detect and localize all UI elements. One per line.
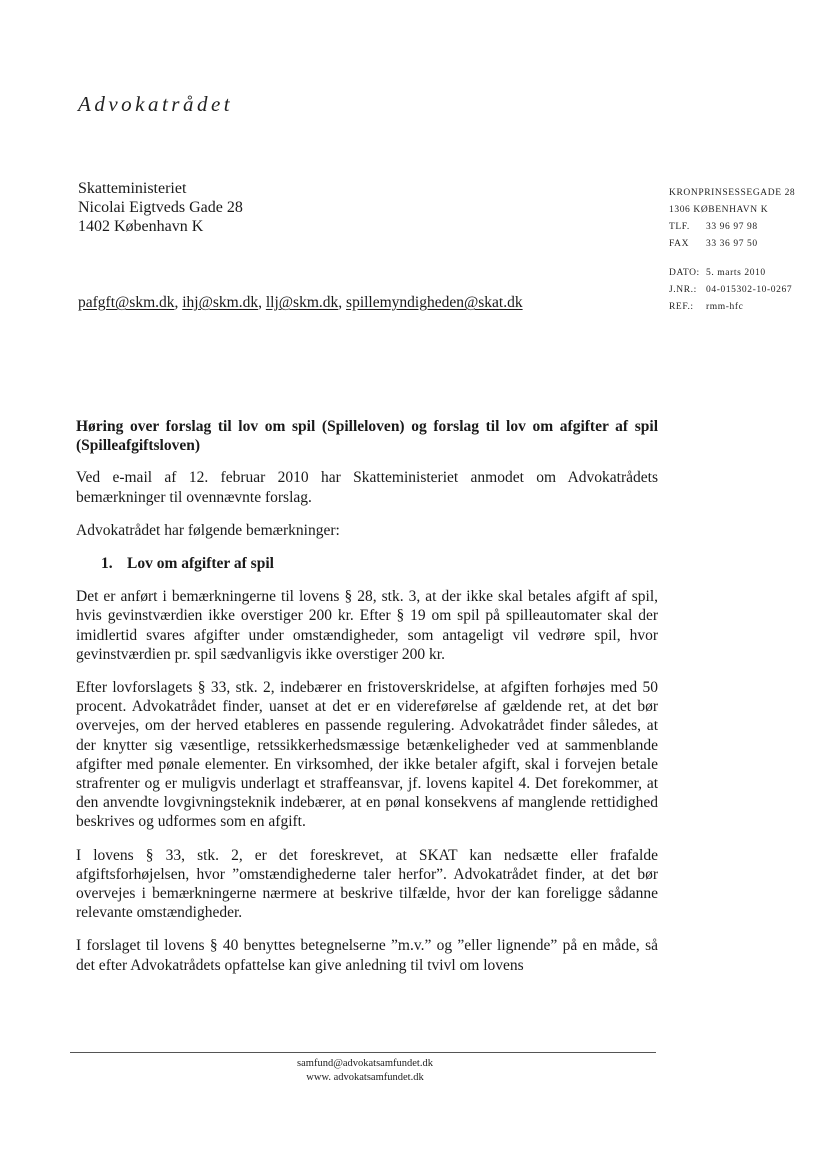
jnr-label: J.NR.: <box>669 285 697 295</box>
section-title: Lov om afgifter af spil <box>127 555 274 573</box>
letterhead-logo: Advokatrådet <box>78 92 234 116</box>
letter-subject: Høring over forslag til lov om spil (Spilleloven) og forslag til lov om afgifter af spil (Spilleafgiftsloven) <box>76 418 658 455</box>
letter-body <box>76 417 658 989</box>
body-paragraph: I forslaget til lovens § 40 benyttes betegnelserne ”m.v.” og ”eller lignende” på en måde, så det efter Advokatrådets opfattelse kan give anledning til tvivl om lovens <box>76 937 658 974</box>
jnr-value: 04-015302-10-0267 <box>706 285 793 295</box>
intro-paragraph: Ved e-mail af 12. februar 2010 har Skatteministeriet anmodet om Advokatrådets bemærkninger til ovennævnte forslag. <box>76 469 658 506</box>
footer-web: www. advokatsamfundet.dk <box>306 1072 424 1083</box>
tel-label: TLF. <box>669 222 690 232</box>
footer-divider <box>70 1052 656 1053</box>
email-link[interactable]: spillemyndigheden@skat.dk <box>346 294 523 311</box>
tel-value: 33 96 97 98 <box>706 222 758 232</box>
recipient-street: Nicolai Eigtveds Gade 28 <box>78 199 243 216</box>
body-paragraph: Det er anført i bemærkningerne til lovens § 28, stk. 3, at der ikke skal betales afgift af spil, hvis gevinstværdien ikke overstiger 200 kr. Efter § 19 om spil på spilleautomater skal der imidlertid svares afgifter under omstændigheder, som antageligt vil vedrøre spil, hvor gevinstværdien pr. spil sædvanligvis ikke overstiger 200 kr. <box>76 588 658 663</box>
date-value: 5. marts 2010 <box>706 268 766 278</box>
body-paragraph: Efter lovforslagets § 33, stk. 2, indebærer en fristoverskridelse, at afgiften forhøjes med 50 procent. Advokatrådet finder, uanset at det er en videreførelse af gældende ret, at det bør overvejes, om der herved etableres en passende regulering. Advokatrådet finder således, at der knytter sig væsentlige, retssikkerhedsmæssige betænkeligheder ved at sammenblande afgifter med pønale elementer. En virksomhed, der ikke betaler afgift, skal i forvejen betale strafrenter og er muligvis underlagt et straffeansvar, jf. lovens kapitel 4. Det forekommer, at den anvendte lovgivningsteknik indebærer, at en pønal konsekvens af manglende rettidighed beskrives og udformes som en afgift. <box>76 679 658 831</box>
recipient-name: Skatteministeriet <box>78 180 187 197</box>
sender-fax <box>669 236 795 253</box>
email-link[interactable]: llj@skm.dk <box>265 294 339 311</box>
recipient-address <box>78 179 243 236</box>
email-link[interactable]: pafgft@skm.dk <box>78 294 175 311</box>
reference <box>669 299 795 316</box>
footer <box>0 1057 730 1085</box>
fax-label: FAX <box>669 239 690 249</box>
journal-number <box>669 282 795 299</box>
fax-value: 33 36 97 50 <box>706 239 758 249</box>
email-link[interactable]: ihj@skm.dk <box>182 294 259 311</box>
sender-street: KRONPRINSESSEGADE 28 <box>669 188 796 198</box>
sender-info <box>669 185 795 316</box>
letter-date <box>669 265 795 282</box>
date-label: DATO: <box>669 268 700 278</box>
recipient-emails: pafgft@skm.dk, ihj@skm.dk, llj@skm.dk, spillemyndigheden@skat.dk <box>78 294 523 311</box>
sender-tel <box>669 219 795 236</box>
body-paragraph: I lovens § 33, stk. 2, er det foreskrevet, at SKAT kan nedsætte eller frafalde afgiftsforhøjelsen, hvor ”omstændighederne taler herfor”. Advokatrådet finder, at det bør overvejes i bemærkningerne nærmere at beskrive tilfælde, hvor der kan foreligge sådanne relevante omstændigheder. <box>76 846 658 922</box>
section-heading <box>76 554 658 573</box>
sender-city: 1306 KØBENHAVN K <box>669 205 769 215</box>
intro-paragraph: Advokatrådet har følgende bemærkninger: <box>76 521 340 539</box>
footer-email: samfund@advokatsamfundet.dk <box>297 1058 433 1069</box>
recipient-city: 1402 København K <box>78 218 204 235</box>
ref-value: rmm-hfc <box>706 302 744 312</box>
ref-label: REF.: <box>669 302 694 312</box>
section-number: 1. <box>101 555 113 573</box>
